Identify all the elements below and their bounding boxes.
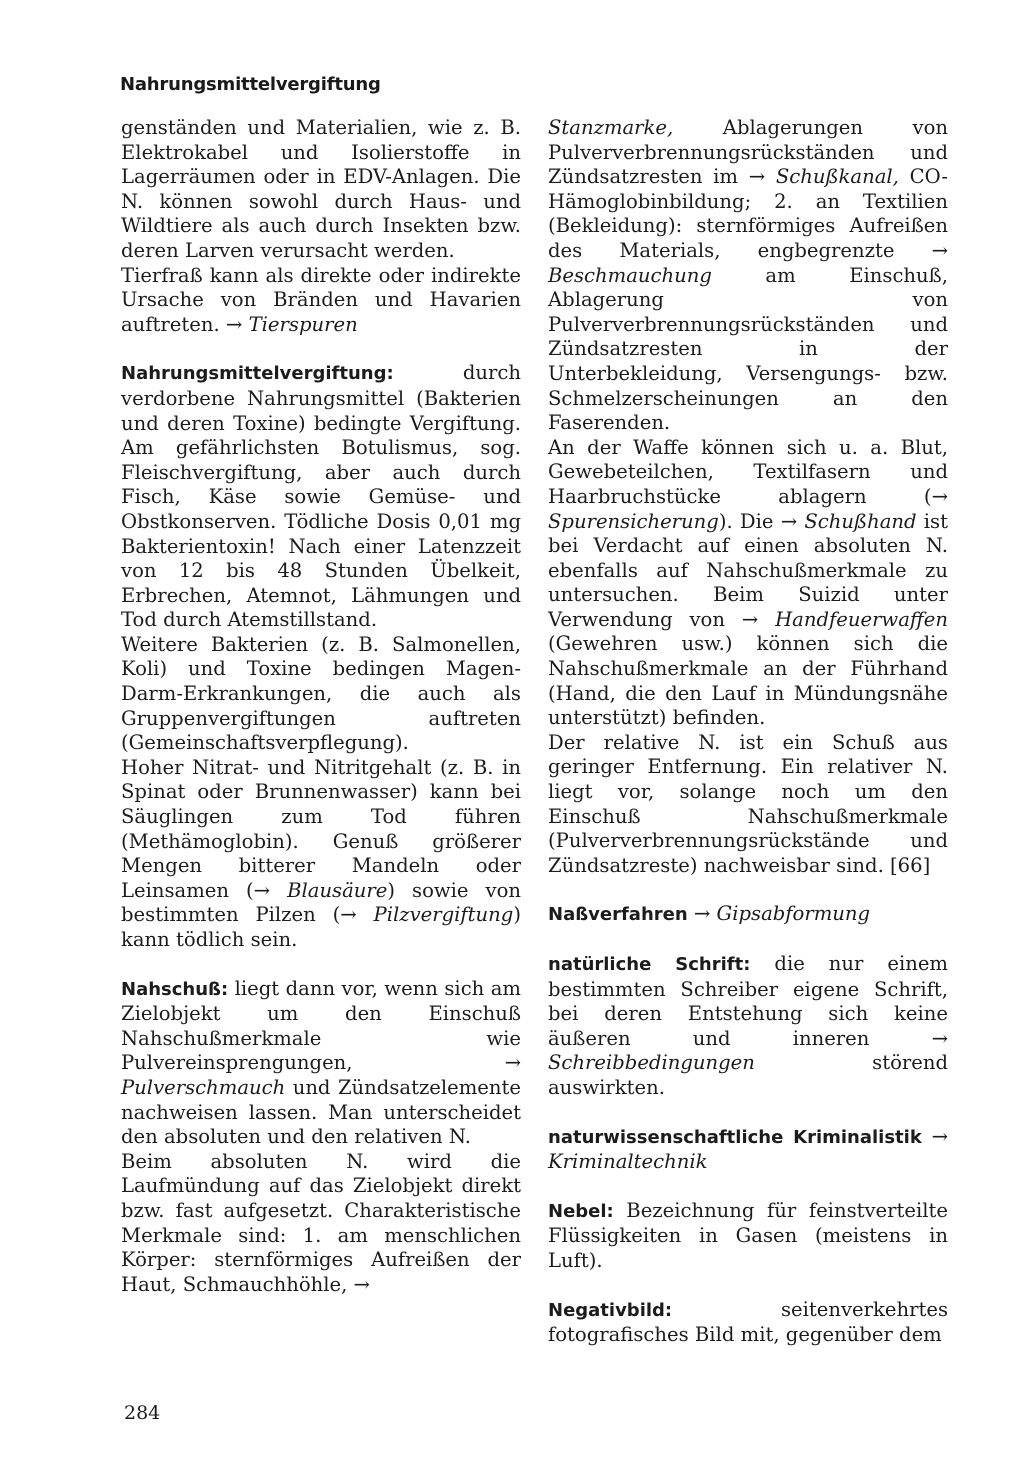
entry-paragraph (548, 952, 948, 1101)
body-text: Weitere Bakterien (z. B. Salmonellen, Koli) und Toxine bedingen Magen-Darm-Erkrankungen, die auch als Gruppenvergiftungen auftreten (Gemeinschaftsverpflegung). (121, 632, 521, 755)
cross-reference: Blausäure (287, 878, 388, 902)
cross-reference: Stanzmarke, (548, 116, 674, 139)
body-text: ). Die → (718, 509, 805, 533)
body-text: am Einschuß, Ablagerung von Pulververbrennungsrückständen und Zündsatzresten in der Unterbekleidung, Versengungs- bzw. Schmelzerscheinungen an den Faserenden. (548, 263, 948, 435)
entry-term: Nahrungsmittelvergiftung: (121, 363, 394, 385)
entry-paragraph (548, 1199, 948, 1274)
cross-reference: Pulverschmauch (121, 1075, 286, 1099)
body-text: Beim absoluten N. wird die Laufmündung auf das Zielobjekt direkt bzw. fast aufgesetzt. Charakteristische Merkmale sind: 1. am menschlichen Körper: sternförmiges Aufreißen der Haut, Schmauchhöhle, → (121, 1149, 521, 1296)
text-paragraph (121, 756, 521, 953)
body-text: → (921, 1124, 948, 1148)
body-text: (Gewehren usw.) können sich die Nahschußmerkmale an der Führhand (Hand, die den Lauf in Mündungsnähe unterstützt) befinden. (548, 632, 948, 730)
text-paragraph (548, 731, 948, 879)
entry-paragraph (121, 361, 521, 633)
text-paragraph (121, 1150, 521, 1298)
text-paragraph (121, 264, 521, 338)
right-column (548, 116, 948, 1348)
text-paragraph (548, 116, 948, 436)
body-text: Tierfraß kann als direkte oder indirekte Ursache von Bränden und Havarien auftreten. → (121, 263, 521, 336)
body-text: liegt dann vor, wenn sich am Zielobjekt um den Einschuß Nahschußmerkmale wie Pulvereinsprengungen, → (121, 976, 521, 1075)
body-text: seitenverkehrtes fotografisches Bild mit, gegenüber dem (548, 1297, 948, 1347)
cross-reference: Schreibbedingungen (548, 1051, 755, 1075)
running-head: Nahrungsmittelvergiftung (120, 74, 381, 95)
page-number: 284 (124, 1402, 161, 1424)
body-text: genständen und Materialien, wie z. B. Elektrokabel und Isolierstoffe in Lagerräumen oder in EDV-Anlagen. Die N. können sowohl durch Haus- und Wildtiere als auch durch Insekten bzw. deren Larven verursacht werden. (121, 116, 521, 262)
cross-reference: Schußhand (804, 509, 917, 533)
body-text: und Zündsatzelemente nachweisen lassen. Man unterscheidet den absoluten und den relativen N. (121, 1075, 521, 1149)
body-text: ) kann tödlich sein. (121, 903, 521, 951)
cross-reference: Gipsabformung (716, 902, 871, 926)
cross-reference: Schußkanal, (775, 165, 899, 189)
cross-reference: Kriminaltechnik (548, 1150, 708, 1174)
entry-term: Nahschuß: (121, 978, 229, 1000)
body-text: Bezeichnung für feinstverteilte Flüssigkeiten in Gasen (meistens in Luft). (548, 1198, 948, 1272)
entry-term: Negativbild: (548, 1299, 673, 1321)
body-text: Hoher Nitrat- und Nitritgehalt (z. B. in Spinat oder Brunnenwasser) kann bei Säuglingen zum Tod führen (Methämoglobin). Genuß größerer Mengen bitterer Mandeln oder Leinsamen (→ (121, 755, 521, 902)
entry-paragraph (548, 902, 948, 928)
body-text: Der relative N. ist ein Schuß aus geringer Entfernung. Ein relativer N. liegt vor, solange noch um den Einschuß Nahschußmerkmale (Pulververbrennungsrückstände und Zündsatzreste) nachweisbar sind. [66] (548, 730, 948, 877)
cross-reference: Pilzvergiftung (373, 903, 514, 927)
body-text: ) sowie von bestimmten Pilzen (→ (121, 878, 522, 927)
entry-paragraph (548, 1125, 948, 1175)
text-paragraph (121, 116, 521, 264)
text-paragraph (121, 633, 521, 756)
body-text: durch verdorbene Nahrungsmittel (Bakterien und deren Toxine) bedingte Vergiftung. Am gefährlichsten Botulismus, sog. Fleischvergiftung, aber auch durch Fisch, Käse sowie Gemüse- und Obstkonserven. Tödliche Dosis 0,01 mg Bakterientoxin! Nach einer Latenzzeit von 12 bis 48 Stunden Übelkeit, Erbrechen, Atemnot, Lähmungen und Tod durch Atemstillstand. (121, 361, 521, 632)
body-text: ist bei Verdacht auf einen absoluten N. ebenfalls auf Nahschußmerkmale zu untersuchen. Beim Suizid unter Verwendung von → (548, 509, 948, 631)
cross-reference: Handfeuerwaffen (775, 607, 948, 631)
body-text: → (687, 902, 717, 926)
entry-term: Naßverfahren (548, 904, 688, 926)
entry-term: Nebel: (548, 1200, 614, 1222)
cross-reference: Beschmauchung (548, 263, 712, 287)
entry-paragraph (121, 977, 521, 1150)
left-column (121, 116, 521, 1297)
body-text: störend auswirkten. (548, 1051, 948, 1099)
cross-reference: Tierspuren (248, 312, 358, 336)
entry-term: natürliche Schrift: (548, 954, 751, 975)
cross-reference: Spurensicherung (548, 509, 719, 533)
body-text: An der Waffe können sich u. a. Blut, Gewebeteilchen, Textilfasern und Haarbruchstücke ablagern (→ (548, 435, 948, 508)
body-text: Ablagerungen von Pulververbrennungsrückständen und Zündsatzresten im → (548, 116, 948, 189)
entry-term: naturwissenschaftliche Kriminalistik (548, 1126, 922, 1148)
body-text: die nur einem bestimmten Schreiber eigene Schrift, bei deren Entstehung sich keine äußeren und inneren → (548, 952, 949, 1050)
body-text: CO-Hämoglobinbildung; 2. an Textilien (Bekleidung): sternförmiges Aufreißen des Materials, engbegrenzte → (548, 165, 949, 262)
text-paragraph (548, 436, 948, 731)
entry-paragraph (548, 1298, 948, 1348)
